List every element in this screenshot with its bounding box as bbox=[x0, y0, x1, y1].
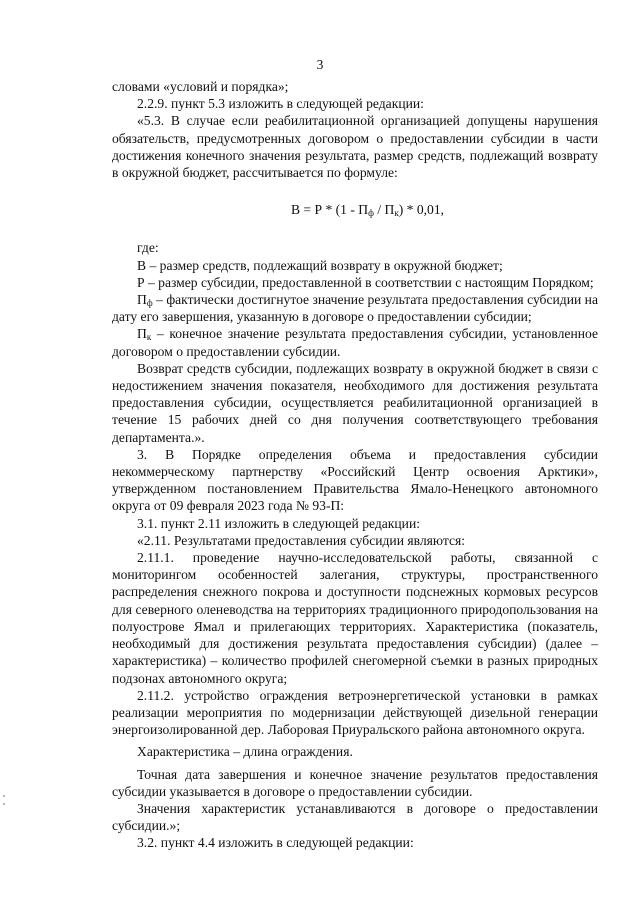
paragraph: Точная дата завершения и конечное значение результатов предоставления субсидии указывается в договоре о предоставлении субсидии. bbox=[112, 766, 598, 799]
document-body bbox=[112, 78, 598, 852]
paragraph: 2.2.9. пункт 5.3 изложить в следующей редакции: bbox=[137, 96, 424, 112]
paragraph: В – размер средств, подлежащий возврату в окружной бюджет; bbox=[137, 257, 503, 273]
paragraph: $П_к$ – конечное значение результата предоставления субсидии, установленное договором о предоставлении субсидии. bbox=[112, 326, 598, 359]
paragraph: «5.3. В случае если реабилитационной организацией допущены нарушения обязательств, предусмотренных договором о предоставлении субсидии в части достижения конечного значения результата, размер средств, подлежащий возврату в окружной бюджет, рассчитывается по формуле: bbox=[112, 113, 598, 181]
paragraph: словами «условий и порядка»; bbox=[112, 79, 289, 94]
paragraph: Возврат средств субсидии, подлежащих возврату в окружной бюджет в связи с недостижением значения показателя, необходимого для достижения результата предоставления субсидии, осуществляется реабилитационной организацией в течение 15 рабочих дней со дня получения соответствующего требования департамента.». bbox=[112, 360, 598, 445]
paragraph: Характеристика – длина ограждения. bbox=[137, 744, 353, 760]
paragraph: 3. В Порядке определения объема и предоставления субсидии некоммерческому партнерству «Российский Центр освоения Арктики», утвержденном постановлением Правительства Ямало-Ненецкого автономного округа от 09 февраля 2023 года № 93-П: bbox=[112, 446, 598, 514]
paragraph: 2.11.1. проведение научно-исследовательской работы, связанной с мониторингом особенностей залегания, структуры, пространственного распределения снежного покрова и доступности подснежных кормовых ресурсов для северного оленеводства на территориях традиционного природопользования на полуострове Ямал и прилегающих территориях. Характеристика (показатель, необходимый для достижения результата предоставления субсидии) (далее – характеристика) – количество профилей снегомерной съемки в разных природных подзонах автономного округа; bbox=[112, 550, 598, 686]
paragraph: «2.11. Результатами предоставления субсидии являются: bbox=[137, 532, 466, 548]
paragraph: Р – размер субсидии, предоставленной в соответствии с настоящим Порядком; bbox=[137, 274, 594, 290]
paragraph: $П_ф$ – фактически достигнутое значение результата предоставления субсидии на дату его завершения, указанную в договоре о предоставлении субсидии; bbox=[112, 292, 598, 325]
paragraph: Значения характеристик устанавливаются в договоре о предоставлении субсидии.»; bbox=[112, 800, 598, 834]
paragraph: где: bbox=[137, 240, 159, 256]
scan-mark bbox=[3, 803, 5, 805]
page-number: 3 bbox=[316, 57, 324, 72]
paragraph: 2.11.2. устройство ограждения ветроэнергетической установки в рамках реализации мероприятия по модернизации действующей дизельной генерации энергоизолированной дер. Лаборовая Приуральского района автономного округа. bbox=[112, 687, 598, 738]
paragraph: 3.1. пункт 2.11 изложить в следующей редакции: bbox=[137, 515, 421, 531]
scan-mark bbox=[3, 795, 5, 797]
paragraph: 3.2. пункт 4.4 изложить в следующей редакции: bbox=[137, 835, 414, 851]
formula: $В = Р * (1 - П_ф / П_к) * 0,01$, bbox=[290, 202, 445, 219]
